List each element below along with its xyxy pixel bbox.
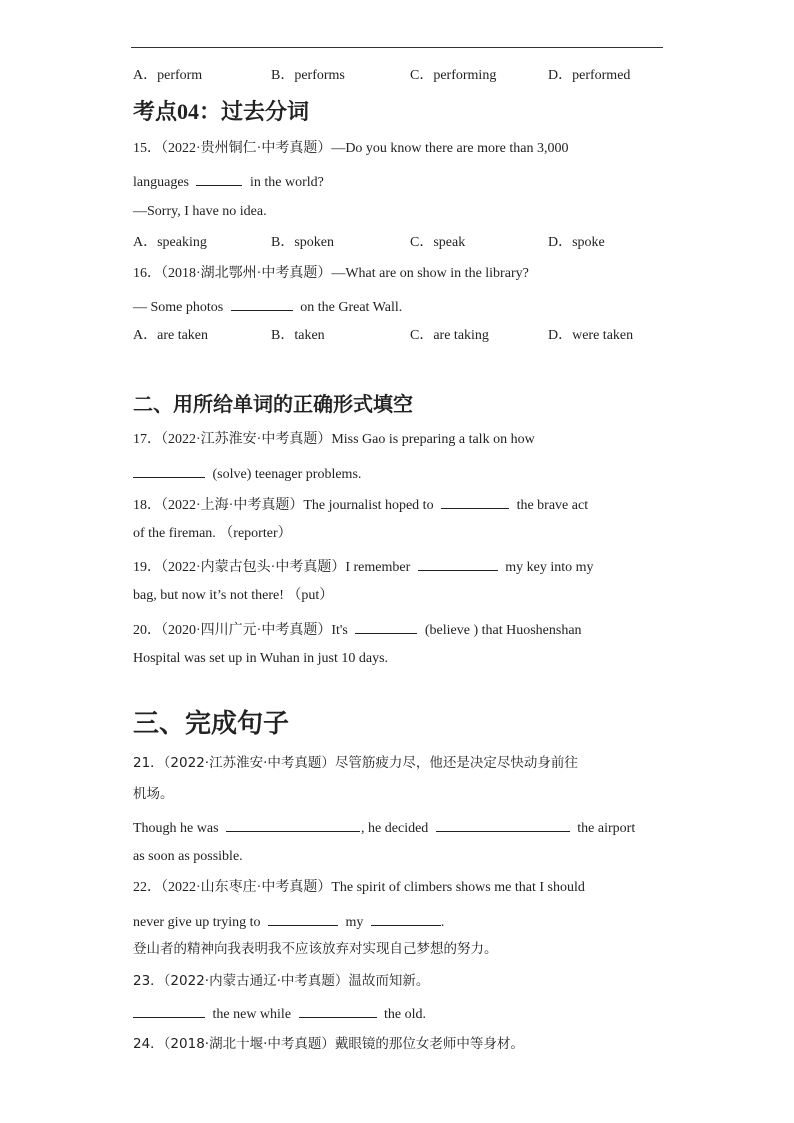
q22-text-a: never give up trying to	[133, 915, 261, 930]
q19-text-b: my key into my	[505, 560, 594, 575]
q23-stem: 23．（2022·内蒙古通辽·中考真题）温故而知新。	[133, 973, 430, 989]
q16-text-b: on the Great Wall.	[300, 300, 403, 315]
q19-stem	[133, 556, 594, 577]
q15-reply: —Sorry, I have no idea.	[133, 204, 267, 219]
q23-text-a: the new while	[212, 1007, 292, 1022]
q17-blank[interactable]	[133, 463, 205, 478]
q20-text-a: 20．（2020·四川广元·中考真题）It's	[133, 623, 348, 638]
q16-option-c[interactable]: C．are taking	[410, 328, 489, 343]
q15-option-b[interactable]: B．spoken	[271, 235, 334, 250]
q22-stem: 22．（2022·山东枣庄·中考真题）The spirit of climbers shows me that I should	[133, 880, 585, 895]
q20-stem-2: Hospital was set up in Wuhan in just 10 days.	[133, 651, 389, 666]
q22-blank-1[interactable]	[268, 911, 338, 926]
q15-blank[interactable]	[196, 171, 242, 186]
q20-blank[interactable]	[355, 619, 417, 634]
q23-text-b: the old.	[384, 1007, 427, 1022]
header-rule	[131, 47, 663, 48]
q21-stem-4: as soon as possible.	[133, 849, 243, 864]
q21-stem-3	[133, 817, 635, 838]
q19-text-a: 19．（2022·内蒙古包头·中考真题）I remember	[133, 560, 411, 575]
q16-option-d[interactable]: D．were taken	[548, 328, 634, 343]
q15-stem: 15．（2022·贵州铜仁·中考真题）—Do you know there are more than 3,000	[133, 141, 569, 156]
q18-blank[interactable]	[441, 494, 509, 509]
q22-blank-2[interactable]	[371, 911, 441, 926]
q22-text-b: my	[345, 915, 364, 930]
q17-stem-2	[133, 463, 361, 484]
q22-text-c: .	[440, 915, 445, 930]
q14-option-b[interactable]: B．performs	[271, 68, 345, 83]
q15-text-a: languages	[133, 175, 189, 190]
q18-stem	[133, 494, 588, 515]
q23-blank-1[interactable]	[133, 1003, 205, 1018]
q17-text: (solve) teenager problems.	[212, 467, 362, 482]
q16-text-a: — Some photos	[133, 300, 224, 315]
q16-stem: 16．（2018·湖北鄂州·中考真题）—What are on show in the library?	[133, 266, 529, 281]
section3-heading: 三、完成句子	[133, 709, 290, 739]
section2-heading: 二、用所给单词的正确形式填空	[133, 392, 413, 416]
q21-text-a: Though he was	[133, 821, 219, 836]
q19-blank[interactable]	[418, 556, 498, 571]
q18-stem-2: of the fireman. （reporter）	[133, 526, 292, 541]
q16-option-b[interactable]: B．taken	[271, 328, 325, 343]
kaodian-heading: 考点04：过去分词	[133, 99, 310, 124]
q15-text-b: in the world?	[249, 175, 324, 190]
q18-text-a: 18．（2022·上海·中考真题）The journalist hoped to	[133, 498, 434, 513]
q21-stem-2: 机场。	[133, 786, 174, 802]
q16-blank[interactable]	[231, 296, 293, 311]
q21-stem: 21．（2022·江苏淮安·中考真题）尽管筋疲力尽，他还是决定尽快动身前往	[133, 755, 578, 771]
q24-stem: 24．（2018·湖北十堰·中考真题）戴眼镜的那位女老师中等身材。	[133, 1036, 524, 1052]
q17-stem: 17．（2022·江苏淮安·中考真题）Miss Gao is preparing a talk on how	[133, 432, 535, 447]
q23-blank-2[interactable]	[299, 1003, 377, 1018]
q14-option-c[interactable]: C．performing	[410, 68, 497, 83]
q21-text-b: , he decided	[361, 821, 429, 836]
q20-stem	[133, 619, 582, 640]
q15-option-a[interactable]: A．speaking	[133, 235, 207, 250]
q15-option-c[interactable]: C．speak	[410, 235, 466, 250]
q14-option-a[interactable]: A．perform	[133, 68, 203, 83]
q19-stem-2: bag, but now it’s not there! （put）	[133, 588, 334, 603]
q21-text-c: the airport	[577, 821, 636, 836]
q22-stem-2	[133, 911, 444, 932]
q18-text-b: the brave act	[516, 498, 589, 513]
q16-option-a[interactable]: A．are taken	[133, 328, 209, 343]
q20-text-b: (believe ) that Huoshenshan	[424, 623, 582, 638]
q15-option-d[interactable]: D．spoke	[548, 235, 605, 250]
q21-blank-1[interactable]	[226, 817, 360, 832]
q16-stem-2	[133, 296, 402, 317]
q21-blank-2[interactable]	[436, 817, 570, 832]
q15-stem-2	[133, 171, 324, 192]
q23-stem-2	[133, 1003, 426, 1024]
q22-translation: 登山者的精神向我表明我不应该放弃对实现自己梦想的努力。	[133, 941, 498, 957]
q14-option-d[interactable]: D．performed	[548, 68, 631, 83]
